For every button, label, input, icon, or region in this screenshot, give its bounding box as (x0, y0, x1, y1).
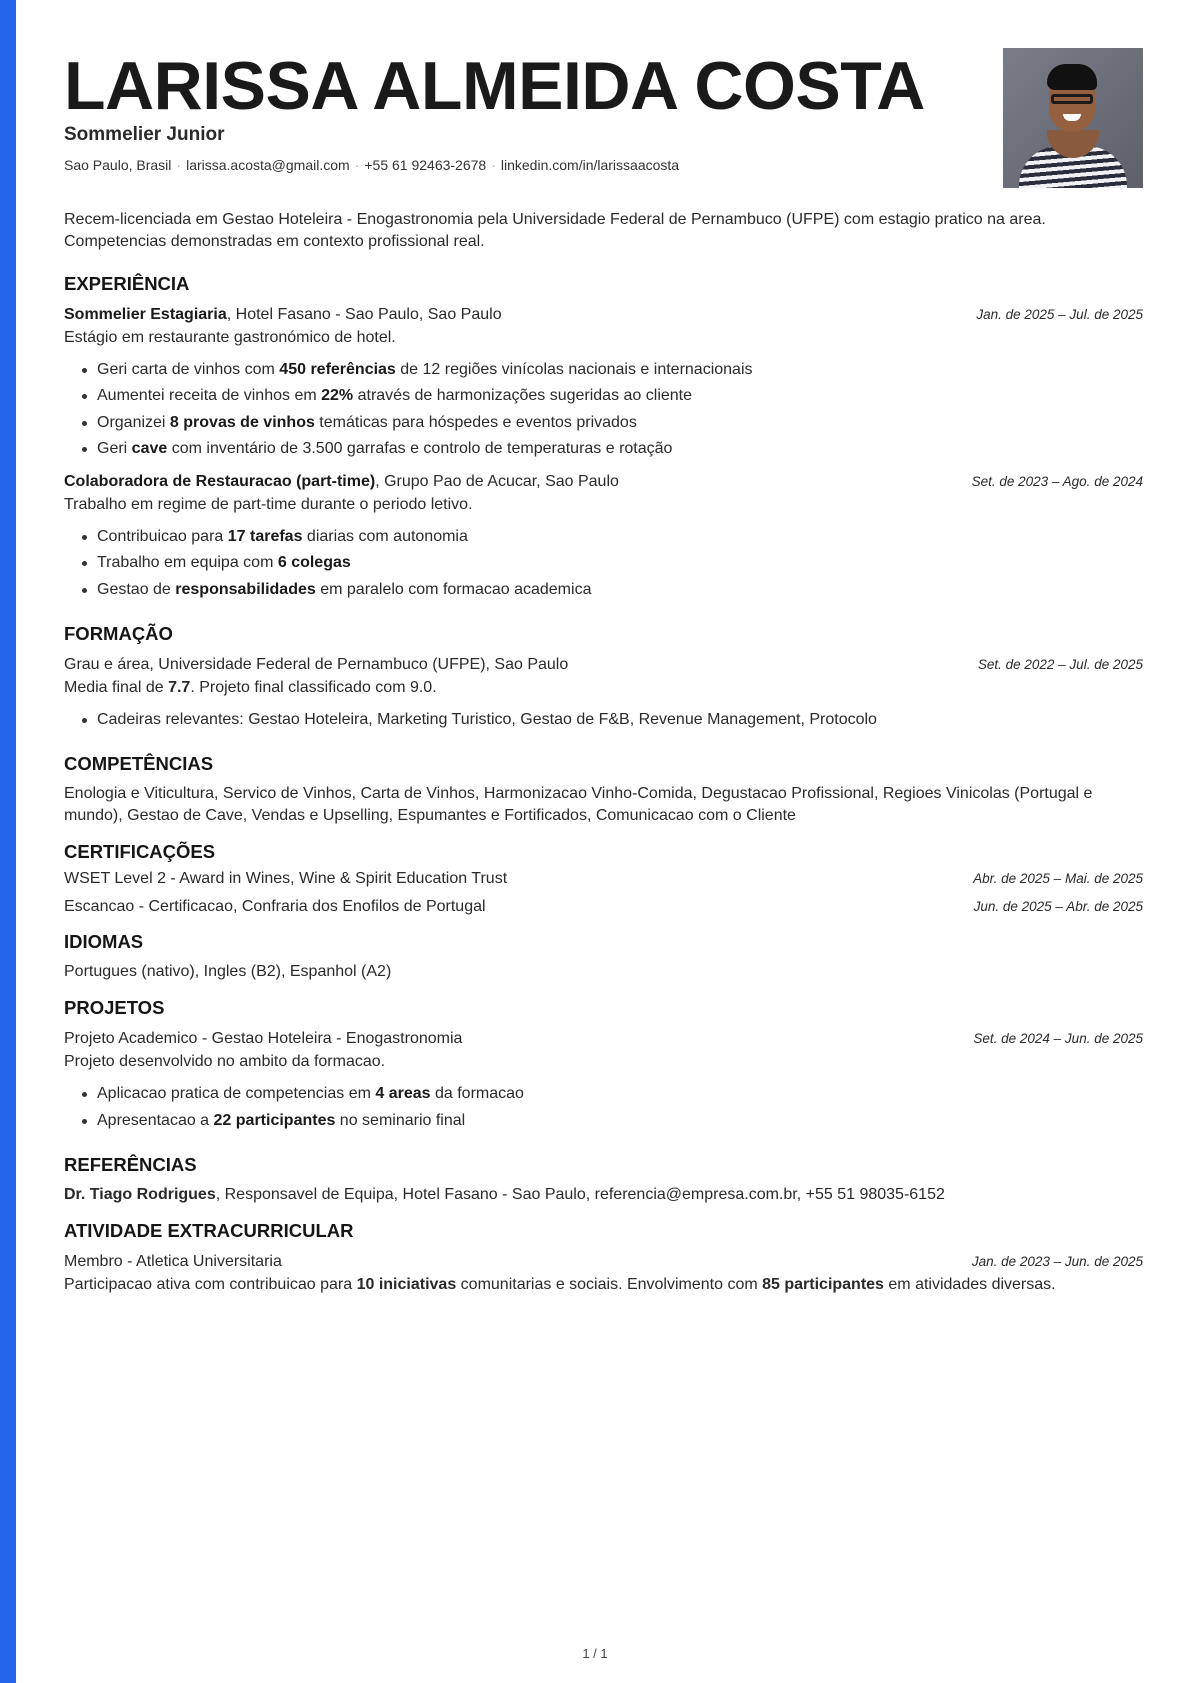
role: Sommelier Estagiaria (64, 306, 227, 323)
separator: · (176, 157, 182, 173)
experience-entry (64, 470, 1143, 603)
location: Sao Paulo, Brasil (64, 157, 172, 173)
bullet-list (64, 357, 1143, 462)
list-item: Aplicacao pratica de competencias em 4 areas da formacao (64, 1081, 1143, 1107)
role: Colaboradora de Restauracao (part-time) (64, 473, 376, 491)
resume-page (64, 0, 1143, 1296)
entry-description: Estágio em restaurante gastronómico de hotel. (64, 329, 396, 346)
page-indicator: 1 / 1 (582, 1646, 608, 1661)
date-range: Jan. de 2025 – Jul. de 2025 (976, 307, 1143, 322)
languages-text: Portugues (nativo), Ingles (B2), Espanhol (A2) (64, 963, 392, 981)
list-item: Cadeiras relevantes: Gestao Hoteleira, Marketing Turistico, Gestao de F&B, Revenue Management, Protocolo (64, 707, 1143, 733)
bullet-list (64, 707, 1143, 733)
resume-header (64, 0, 1143, 200)
separator: · (354, 157, 360, 173)
activity-description: Participacao ativa com contribuicao para 10 iniciativas comunitarias e sociais. Envolvimento com 85 participantes em atividades diversas. (64, 1275, 1056, 1293)
list-item: Contribuicao para 17 tarefas diarias com autonomia (64, 524, 1143, 550)
list-item: Gestao de responsabilidades em paralelo com formacao academica (64, 577, 1143, 603)
activity-role: Membro - Atletica Universitaria (64, 1252, 282, 1270)
date-range: Set. de 2023 – Ago. de 2024 (971, 474, 1143, 490)
reference-name: Dr. Tiago Rodrigues (64, 1185, 216, 1203)
organization: , Grupo Pao de Acucar, Sao Paulo (375, 473, 619, 491)
email-link[interactable]: larissa.acosta@gmail.com (186, 157, 350, 173)
organization: , Hotel Fasano - Sao Paulo, Sao Paulo (226, 306, 502, 323)
section-title-references: REFERÊNCIAS (64, 1153, 197, 1175)
list-item: Geri carta de vinhos com 450 referências de 12 regiões vinícolas nacionais e internacionais (64, 357, 1143, 383)
bullet-list (64, 524, 1143, 603)
job-title: Sommelier Junior (64, 124, 225, 145)
entry-description: Trabalho em regime de part-time durante o periodo letivo. (64, 496, 473, 514)
certification-name: Escancao - Certificacao, Confraria dos Enofilos de Portugal (64, 898, 486, 916)
certification-row (64, 893, 1143, 921)
reference-line (64, 1184, 1143, 1206)
entry-heading (64, 303, 502, 326)
glasses-icon (1051, 94, 1093, 104)
degree: Grau e área, Universidade Federal de Pernambuco (UFPE), Sao Paulo (64, 656, 569, 674)
project-description: Projeto desenvolvido no ambito da formacao. (64, 1053, 386, 1071)
experience-entry (64, 303, 1143, 462)
separator: · (491, 157, 496, 173)
date-range: Jun. de 2025 – Abr. de 2025 (973, 899, 1143, 915)
profile-photo (1003, 48, 1143, 188)
list-item: Aumentei receita de vinhos em 22% através de harmonizações sugeridas ao cliente (64, 383, 1143, 409)
candidate-name: LARISSA ALMEIDA COSTA (64, 48, 925, 124)
accent-sidebar-bar (0, 0, 16, 1683)
bullet-list (64, 1081, 1143, 1134)
education-entry (64, 653, 1143, 733)
date-range: Abr. de 2025 – Mai. de 2025 (973, 871, 1143, 887)
section-title-languages: IDIOMAS (64, 931, 144, 953)
list-item: Geri cave com inventário de 3.500 garrafas e controlo de temperaturas e rotação (64, 436, 1143, 462)
date-range: Jan. de 2023 – Jun. de 2025 (971, 1253, 1143, 1269)
date-range: Set. de 2024 – Jun. de 2025 (973, 1031, 1143, 1047)
linkedin-link[interactable]: linkedin.com/in/larissaacosta (500, 157, 680, 173)
certification-row (64, 865, 1143, 893)
list-item: Trabalho em equipa com 6 colegas (64, 550, 1143, 576)
project-name: Projeto Academico - Gestao Hoteleira - Enogastronomia (64, 1030, 463, 1048)
section-title-extracurricular: ATIVIDADE EXTRACURRICULAR (64, 1219, 354, 1241)
section-title-education: FORMAÇÃO (64, 623, 173, 645)
project-entry (64, 1027, 1143, 1134)
grade-line: Media final de 7.7. Projeto final classificado com 9.0. (64, 679, 437, 697)
date-range: Set. de 2022 – Jul. de 2025 (977, 657, 1143, 673)
section-title-skills: COMPETÊNCIAS (64, 753, 214, 775)
certification-name: WSET Level 2 - Award in Wines, Wine & Spirit Education Trust (64, 870, 508, 888)
skills-text: Enologia e Viticultura, Servico de Vinhos, Carta de Vinhos, Harmonizacao Vinho-Comida, Degustacao Profissional, Regioes Vinicolas (Portugal e mundo), Gestao de Cave, Vendas e Upselling, Espumantes e Fortificados, Comunicacao com o Cliente (64, 785, 1093, 825)
section-title-projects: PROJETOS (64, 997, 165, 1019)
contact-line (64, 157, 679, 173)
section-title-experience: EXPERIÊNCIA (64, 273, 190, 294)
list-item: Apresentacao a 22 participantes no seminario final (64, 1108, 1143, 1134)
extracurricular-entry (64, 1250, 1143, 1296)
reference-details: , Responsavel de Equipa, Hotel Fasano - Sao Paulo, referencia@empresa.com.br, +55 51 98035-6152 (215, 1185, 945, 1203)
section-title-certifications: CERTIFICAÇÕES (64, 841, 216, 863)
profile-summary: Recem-licenciada em Gestao Hoteleira - Enogastronomia pela Universidade Federal de Pernambuco (UFPE) com estagio pratico na area. Competencias demonstradas em contexto profissional real. (64, 211, 1046, 250)
phone: +55 61 92463-2678 (364, 157, 487, 173)
entry-heading (64, 470, 619, 493)
list-item: Organizei 8 provas de vinhos temáticas para hóspedes e eventos privados (64, 410, 1143, 436)
